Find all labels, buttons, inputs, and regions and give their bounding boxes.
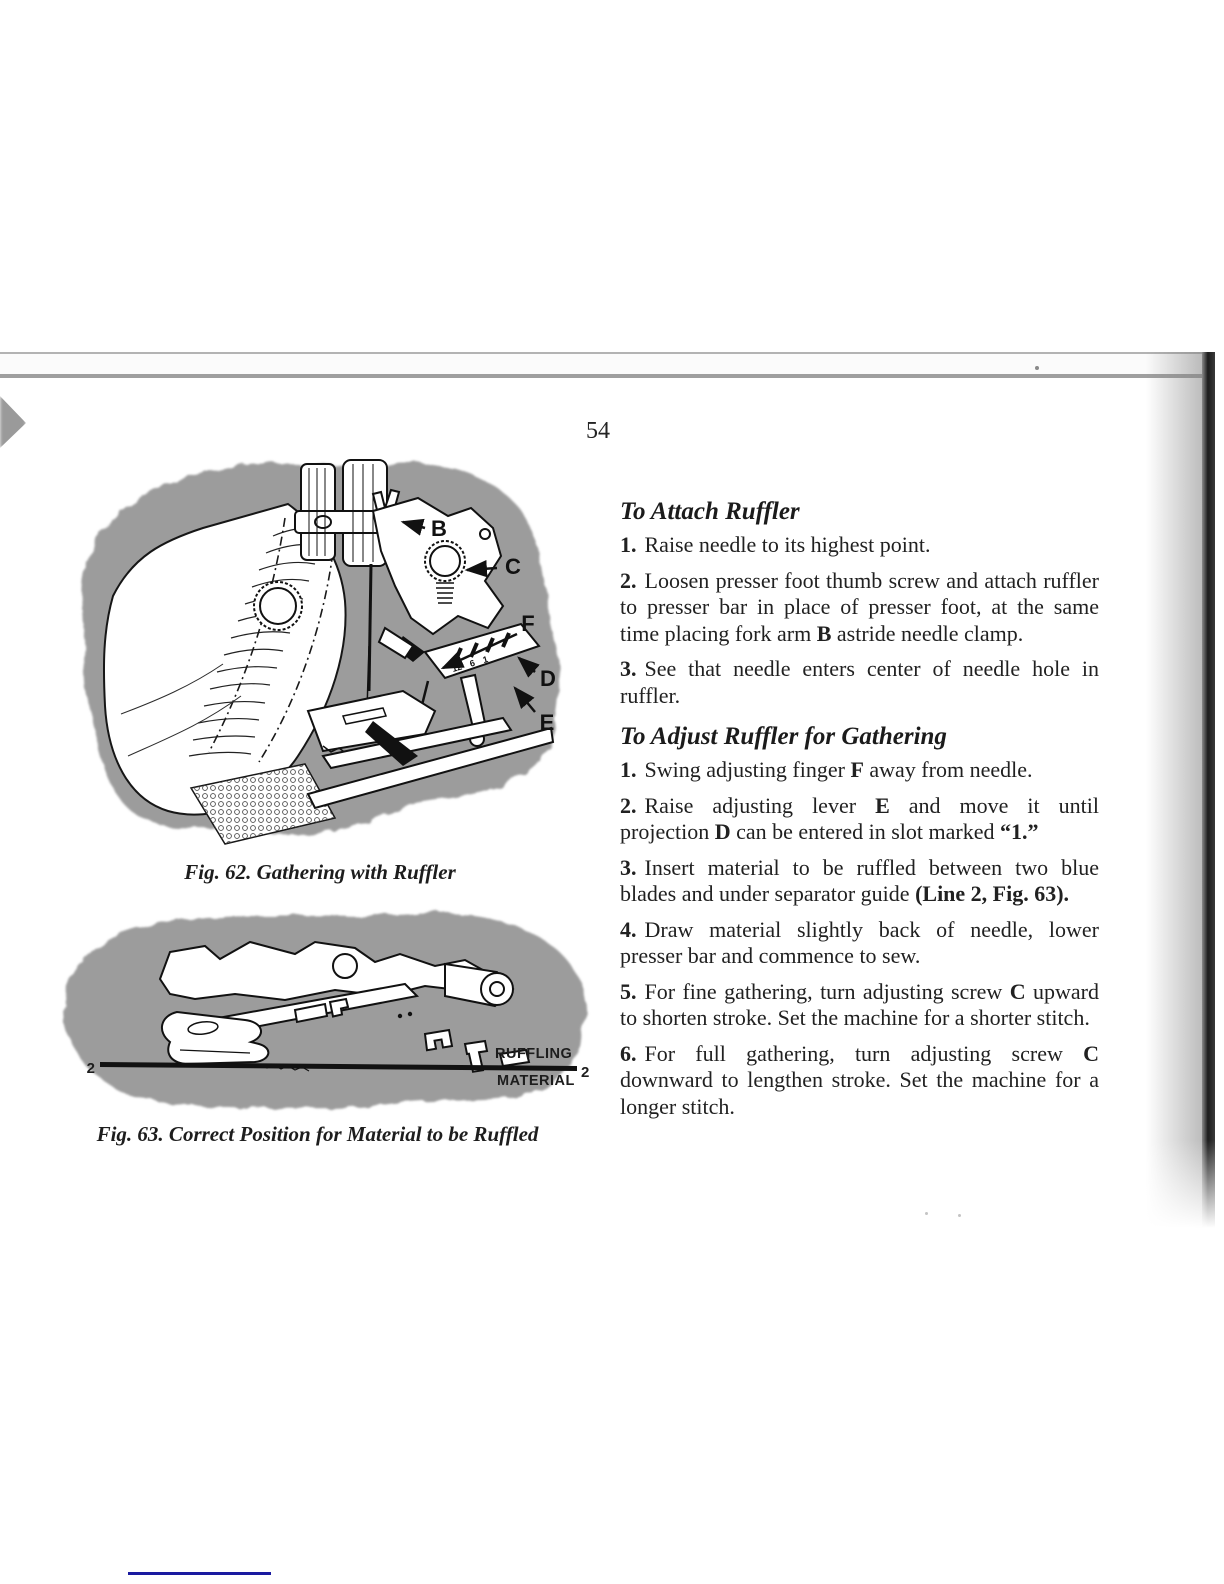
- list-item: [620, 656, 1099, 709]
- scan-dot-artifact: [925, 1212, 928, 1215]
- fig62-label-d: D: [540, 666, 556, 691]
- item-number: 3.: [620, 656, 637, 681]
- page-number: 54: [586, 418, 610, 444]
- fig63-right-marker: 2: [581, 1064, 590, 1081]
- item-number: 3.: [620, 854, 637, 880]
- fig62-thumb-screw-knob: [254, 582, 302, 630]
- fig62-illustration: [73, 456, 573, 852]
- scan-left-artifact: [0, 396, 26, 448]
- list-item: [620, 793, 1099, 846]
- scan-dot-artifact: [958, 1214, 961, 1217]
- list-item: [620, 1041, 1099, 1121]
- item-number: 1.: [620, 532, 637, 557]
- figure-62-gathering-with-ruffler: [73, 456, 573, 852]
- item-text: Draw material slightly back of needle, lower presser bar and commence to sew.: [620, 916, 1099, 968]
- scan-right-fade: [1140, 1140, 1224, 1250]
- section-to-adjust-ruffler: [620, 723, 1099, 1120]
- fig63-caption: Fig. 63. Correct Position for Material to be Ruffled: [96, 1122, 539, 1146]
- list-item: [620, 855, 1099, 908]
- list-item: [620, 917, 1099, 970]
- fig63-illustration: [45, 904, 601, 1118]
- item-number: 2.: [620, 567, 637, 593]
- fig62-slot-numbers: 12 6 1: [450, 654, 490, 674]
- fig62-screw-hole: [480, 529, 490, 539]
- fig63-left-marker: 2: [86, 1060, 95, 1077]
- section-heading: To Adjust Ruffler for Gathering: [620, 723, 947, 750]
- fig63-material-label: MATERIAL: [497, 1073, 575, 1089]
- item-number: 4.: [620, 916, 637, 942]
- item-text: For full gathering, turn adjusting screw C downward to lengthen stroke. Set the machine for a longer stitch.: [620, 1040, 1099, 1119]
- item-number: 6.: [620, 1040, 637, 1066]
- fig62-needle: [369, 564, 371, 691]
- item-text: Raise adjusting lever E and move it until projection D can be entered in slot marked “1.”: [620, 792, 1100, 844]
- list-item: [620, 757, 1099, 784]
- list-item: [620, 568, 1099, 648]
- fig63-rivet: [408, 1012, 412, 1016]
- scan-dot-artifact: [1035, 366, 1039, 370]
- fig62-label-c: C: [505, 554, 521, 579]
- item-text: Loosen presser foot thumb screw and attach ruffler to presser bar in place of presser foot, at the same time placing fork arm B astride needle clamp.: [620, 567, 1099, 646]
- figure-63-correct-position: [45, 904, 601, 1118]
- fig62-label-e: E: [539, 710, 555, 735]
- item-text: Raise needle to its highest point.: [644, 532, 931, 557]
- scan-right-edge-bar: [1202, 352, 1215, 1240]
- fig62-caption: Fig. 62. Gathering with Ruffler: [184, 860, 456, 884]
- item-number: 1.: [620, 757, 637, 782]
- item-number: 2.: [620, 792, 637, 818]
- item-text: See that needle enters center of needle hole in ruffler.: [620, 656, 1099, 708]
- item-text: Swing adjusting finger F away from needle.: [644, 757, 1033, 782]
- fig62-label-b: B: [431, 516, 447, 541]
- item-number: 5.: [620, 978, 637, 1004]
- section-heading: To Attach Ruffler: [620, 498, 800, 525]
- fig63-rivet: [398, 1014, 402, 1018]
- list-item: [620, 532, 1099, 559]
- scan-page-edge-band: [0, 352, 1213, 378]
- fig63-ruffling-label: RUFFLING: [495, 1046, 573, 1062]
- instruction-column: [620, 498, 1099, 1129]
- section-to-attach-ruffler: [620, 498, 1099, 709]
- scan-right-shadow: [1146, 352, 1204, 1240]
- item-text: Insert material to be ruffled between two blue blades and under separator guide (Line 2, Fig. 63).: [620, 854, 1099, 906]
- bottom-navy-line: [128, 1572, 271, 1575]
- fig62-label-f: F: [521, 611, 535, 636]
- list-item: [620, 979, 1099, 1032]
- item-text: For fine gathering, turn adjusting screw C upward to shorten stroke. Set the machine for a shorter stitch.: [620, 978, 1099, 1030]
